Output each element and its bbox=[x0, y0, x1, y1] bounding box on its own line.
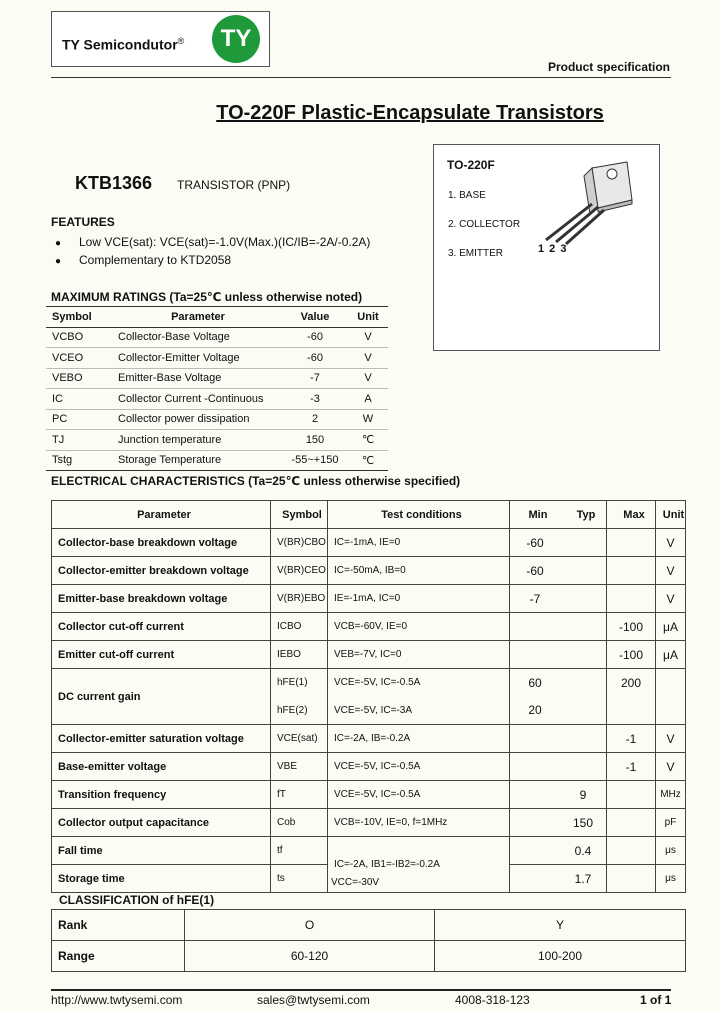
min-cell: -60 bbox=[510, 557, 561, 585]
cond-cell: IC=-2A, IB1=-IB2=-0.2A bbox=[328, 837, 510, 893]
typ-cell: 1.7 bbox=[560, 865, 607, 893]
symbol-cell: TJ bbox=[46, 430, 114, 451]
value-cell: -55~+150 bbox=[282, 450, 348, 471]
footer-url[interactable]: http://www.twtysemi.com bbox=[51, 993, 183, 1007]
package-name: TO-220F bbox=[447, 158, 495, 172]
typ-cell bbox=[560, 725, 607, 753]
max-cell: -1 bbox=[607, 753, 656, 781]
col-test-conditions: Test conditions bbox=[328, 501, 510, 529]
param-cell: Emitter-base breakdown voltage bbox=[52, 585, 271, 613]
typ-cell bbox=[560, 669, 607, 697]
unit-cell: V bbox=[348, 327, 388, 348]
min-cell bbox=[510, 781, 561, 809]
symbol-cell: V(BR)CBO bbox=[271, 529, 328, 557]
classification-heading: CLASSIFICATION of hFE(1) bbox=[59, 893, 215, 907]
rank-label: Rank bbox=[52, 910, 185, 941]
typ-cell: 0.4 bbox=[560, 837, 607, 865]
symbol-cell: Tstg bbox=[46, 450, 114, 471]
value-cell: -3 bbox=[282, 389, 348, 410]
cond-cell: VCB=-60V, IE=0 bbox=[328, 613, 510, 641]
min-cell bbox=[510, 641, 561, 669]
table-row bbox=[52, 725, 686, 753]
cond-cell: IE=-1mA, IC=0 bbox=[328, 585, 510, 613]
range-cell: 100-200 bbox=[435, 941, 686, 972]
min-cell bbox=[510, 809, 561, 837]
max-cell: -1 bbox=[607, 725, 656, 753]
param-cell: Collector cut-off current bbox=[52, 613, 271, 641]
cond-cell: VCB=-10V, IE=0, f=1MHz bbox=[328, 809, 510, 837]
electrical-table bbox=[51, 500, 686, 893]
table-row bbox=[52, 613, 686, 641]
typ-cell: 150 bbox=[560, 809, 607, 837]
col-parameter: Parameter bbox=[52, 501, 271, 529]
feature-item: Complementary to KTD2058 bbox=[79, 253, 232, 267]
symbol-cell: PC bbox=[46, 409, 114, 430]
table-header-row bbox=[46, 307, 388, 328]
part-number: KTB1366 bbox=[75, 173, 153, 193]
param-cell: Collector-emitter breakdown voltage bbox=[52, 557, 271, 585]
col-symbol: Symbol bbox=[271, 501, 328, 529]
unit-cell: ℃ bbox=[348, 450, 388, 471]
value-cell: -7 bbox=[282, 368, 348, 389]
table-row bbox=[52, 641, 686, 669]
cond-cell: VCE=-5V, IC=-0.5A bbox=[328, 781, 510, 809]
unit-cell: μs bbox=[656, 865, 686, 893]
symbol-cell: VCBO bbox=[46, 327, 114, 348]
min-cell bbox=[510, 613, 561, 641]
parameter-cell: Junction temperature bbox=[114, 430, 282, 451]
typ-cell bbox=[560, 753, 607, 781]
col-unit: Unit bbox=[348, 307, 388, 328]
symbol-cell: fT bbox=[271, 781, 328, 809]
table-row bbox=[52, 585, 686, 613]
symbol-cell: VEBO bbox=[46, 368, 114, 389]
unit-cell: V bbox=[348, 368, 388, 389]
symbol-cell: hFE(1) bbox=[271, 669, 328, 697]
max-ratings-table bbox=[46, 306, 388, 471]
param-cell: Transition frequency bbox=[52, 781, 271, 809]
pin-emitter: 3. EMITTER bbox=[448, 248, 504, 259]
max-cell bbox=[607, 697, 656, 725]
value-cell: -60 bbox=[282, 327, 348, 348]
cond-cell: IC=-50mA, IB=0 bbox=[328, 557, 510, 585]
table-row bbox=[46, 348, 388, 369]
typ-cell bbox=[560, 613, 607, 641]
table-row bbox=[52, 781, 686, 809]
unit-cell: V bbox=[348, 348, 388, 369]
param-cell: Emitter cut-off current bbox=[52, 641, 271, 669]
min-cell bbox=[510, 725, 561, 753]
symbol-cell: IC bbox=[46, 389, 114, 410]
range-cell: 60-120 bbox=[185, 941, 435, 972]
bullet-icon: ● bbox=[55, 256, 62, 267]
company-name: TY Semicondutor® bbox=[62, 36, 185, 53]
parameter-cell: Storage Temperature bbox=[114, 450, 282, 471]
param-cell: Collector-emitter saturation voltage bbox=[52, 725, 271, 753]
min-cell: -60 bbox=[510, 529, 561, 557]
parameter-cell: Collector power dissipation bbox=[114, 409, 282, 430]
pin-numbers: 1 2 3 bbox=[538, 243, 568, 255]
symbol-cell: V(BR)EBO bbox=[271, 585, 328, 613]
unit-cell: V bbox=[656, 557, 686, 585]
unit-cell: V bbox=[656, 753, 686, 781]
part-type: TRANSISTOR (PNP) bbox=[177, 178, 291, 192]
product-specification: Product specification bbox=[547, 60, 670, 74]
max-cell bbox=[607, 781, 656, 809]
footer-email[interactable]: sales@twtysemi.com bbox=[257, 993, 370, 1007]
logo-badge: TY bbox=[212, 15, 260, 63]
max-cell bbox=[607, 585, 656, 613]
col-max: Max bbox=[607, 501, 656, 529]
min-cell bbox=[510, 865, 561, 893]
unit-cell: A bbox=[348, 389, 388, 410]
symbol-cell: VCE(sat) bbox=[271, 725, 328, 753]
symbol-cell: ICBO bbox=[271, 613, 328, 641]
value-cell: 2 bbox=[282, 409, 348, 430]
unit-cell: pF bbox=[656, 809, 686, 837]
max-cell: -100 bbox=[607, 641, 656, 669]
symbol-cell: V(BR)CEO bbox=[271, 557, 328, 585]
max-cell: 200 bbox=[607, 669, 656, 697]
page-title: TO-220F Plastic-Encapsulate Transistors bbox=[216, 102, 604, 124]
max-cell bbox=[607, 865, 656, 893]
rank-cell: O bbox=[185, 910, 435, 941]
min-cell bbox=[510, 837, 561, 865]
typ-cell bbox=[560, 585, 607, 613]
unit-cell: ℃ bbox=[348, 430, 388, 451]
unit-cell: MHz bbox=[656, 781, 686, 809]
min-cell: 20 bbox=[510, 697, 561, 725]
symbol-cell: ts bbox=[271, 865, 328, 893]
max-cell bbox=[607, 837, 656, 865]
unit-cell: μs bbox=[656, 837, 686, 865]
col-value: Value bbox=[282, 307, 348, 328]
rank-cell: Y bbox=[435, 910, 686, 941]
cond-cell: VCE=-5V, IC=-0.5A bbox=[328, 753, 510, 781]
max-cell bbox=[607, 557, 656, 585]
max-cell bbox=[607, 529, 656, 557]
col-symbol: Symbol bbox=[46, 307, 114, 328]
table-row bbox=[46, 450, 388, 471]
range-label: Range bbox=[52, 941, 185, 972]
feature-item: Low VCE(sat): VCE(sat)=-1.0V(Max.)(IC/IB=-2A/-0.2A) bbox=[79, 235, 371, 249]
col-min: Min bbox=[510, 501, 561, 529]
parameter-cell: Collector-Base Voltage bbox=[114, 327, 282, 348]
typ-cell bbox=[560, 697, 607, 725]
value-cell: 150 bbox=[282, 430, 348, 451]
pin-base: 1. BASE bbox=[448, 190, 486, 201]
typ-cell bbox=[560, 529, 607, 557]
bullet-icon: ● bbox=[55, 238, 62, 249]
col-parameter: Parameter bbox=[114, 307, 282, 328]
unit-cell: μA bbox=[656, 641, 686, 669]
param-cell: DC current gain bbox=[52, 669, 271, 725]
typ-cell bbox=[560, 557, 607, 585]
max-ratings-heading: MAXIMUM RATINGS (Ta=25℃ unless otherwise noted) bbox=[51, 290, 363, 304]
table-header-row bbox=[52, 501, 686, 529]
footer-divider bbox=[51, 989, 671, 991]
cond-cell-extra: VCC=-30V bbox=[331, 877, 380, 888]
table-row bbox=[46, 327, 388, 348]
table-row bbox=[52, 669, 686, 697]
table-row bbox=[46, 409, 388, 430]
min-cell: -7 bbox=[510, 585, 561, 613]
symbol-cell: Cob bbox=[271, 809, 328, 837]
classification-table bbox=[51, 909, 686, 972]
symbol-cell: tf bbox=[271, 837, 328, 865]
cond-cell: VCE=-5V, IC=-0.5A bbox=[328, 669, 510, 697]
unit-cell: μA bbox=[656, 613, 686, 641]
min-cell bbox=[510, 753, 561, 781]
typ-cell: 9 bbox=[560, 781, 607, 809]
typ-cell bbox=[560, 641, 607, 669]
symbol-cell: hFE(2) bbox=[271, 697, 328, 725]
unit-cell bbox=[656, 697, 686, 725]
value-cell: -60 bbox=[282, 348, 348, 369]
max-cell bbox=[607, 809, 656, 837]
table-row bbox=[52, 837, 686, 865]
table-row bbox=[46, 368, 388, 389]
features-heading: FEATURES bbox=[51, 215, 115, 229]
cond-cell: VEB=-7V, IC=0 bbox=[328, 641, 510, 669]
param-cell: Collector-base breakdown voltage bbox=[52, 529, 271, 557]
footer-phone: 4008-318-123 bbox=[455, 993, 530, 1007]
table-row bbox=[52, 941, 686, 972]
cond-cell: IC=-1mA, IE=0 bbox=[328, 529, 510, 557]
footer-page: 1 of 1 bbox=[640, 993, 672, 1007]
symbol-cell: VCEO bbox=[46, 348, 114, 369]
table-row bbox=[52, 529, 686, 557]
col-typ: Typ bbox=[560, 501, 607, 529]
cond-cell: IC=-2A, IB=-0.2A bbox=[328, 725, 510, 753]
cond-cell: VCE=-5V, IC=-3A bbox=[328, 697, 510, 725]
parameter-cell: Collector-Emitter Voltage bbox=[114, 348, 282, 369]
param-cell: Storage time bbox=[52, 865, 271, 893]
table-row bbox=[52, 910, 686, 941]
unit-cell: W bbox=[348, 409, 388, 430]
param-cell: Fall time bbox=[52, 837, 271, 865]
table-row bbox=[46, 389, 388, 410]
col-unit: Unit bbox=[656, 501, 686, 529]
parameter-cell: Emitter-Base Voltage bbox=[114, 368, 282, 389]
unit-cell: V bbox=[656, 529, 686, 557]
param-cell: Collector output capacitance bbox=[52, 809, 271, 837]
unit-cell: V bbox=[656, 725, 686, 753]
symbol-cell: VBE bbox=[271, 753, 328, 781]
table-row bbox=[52, 809, 686, 837]
min-cell: 60 bbox=[510, 669, 561, 697]
unit-cell: V bbox=[656, 585, 686, 613]
electrical-heading: ELECTRICAL CHARACTERISTICS (Ta=25℃ unless otherwise specified) bbox=[51, 474, 461, 488]
param-cell: Base-emitter voltage bbox=[52, 753, 271, 781]
parameter-cell: Collector Current -Continuous bbox=[114, 389, 282, 410]
table-row bbox=[46, 430, 388, 451]
table-row bbox=[52, 557, 686, 585]
max-cell: -100 bbox=[607, 613, 656, 641]
pin-collector: 2. COLLECTOR bbox=[448, 219, 521, 230]
unit-cell bbox=[656, 669, 686, 697]
header-divider bbox=[51, 77, 671, 78]
symbol-cell: IEBO bbox=[271, 641, 328, 669]
table-row bbox=[52, 753, 686, 781]
